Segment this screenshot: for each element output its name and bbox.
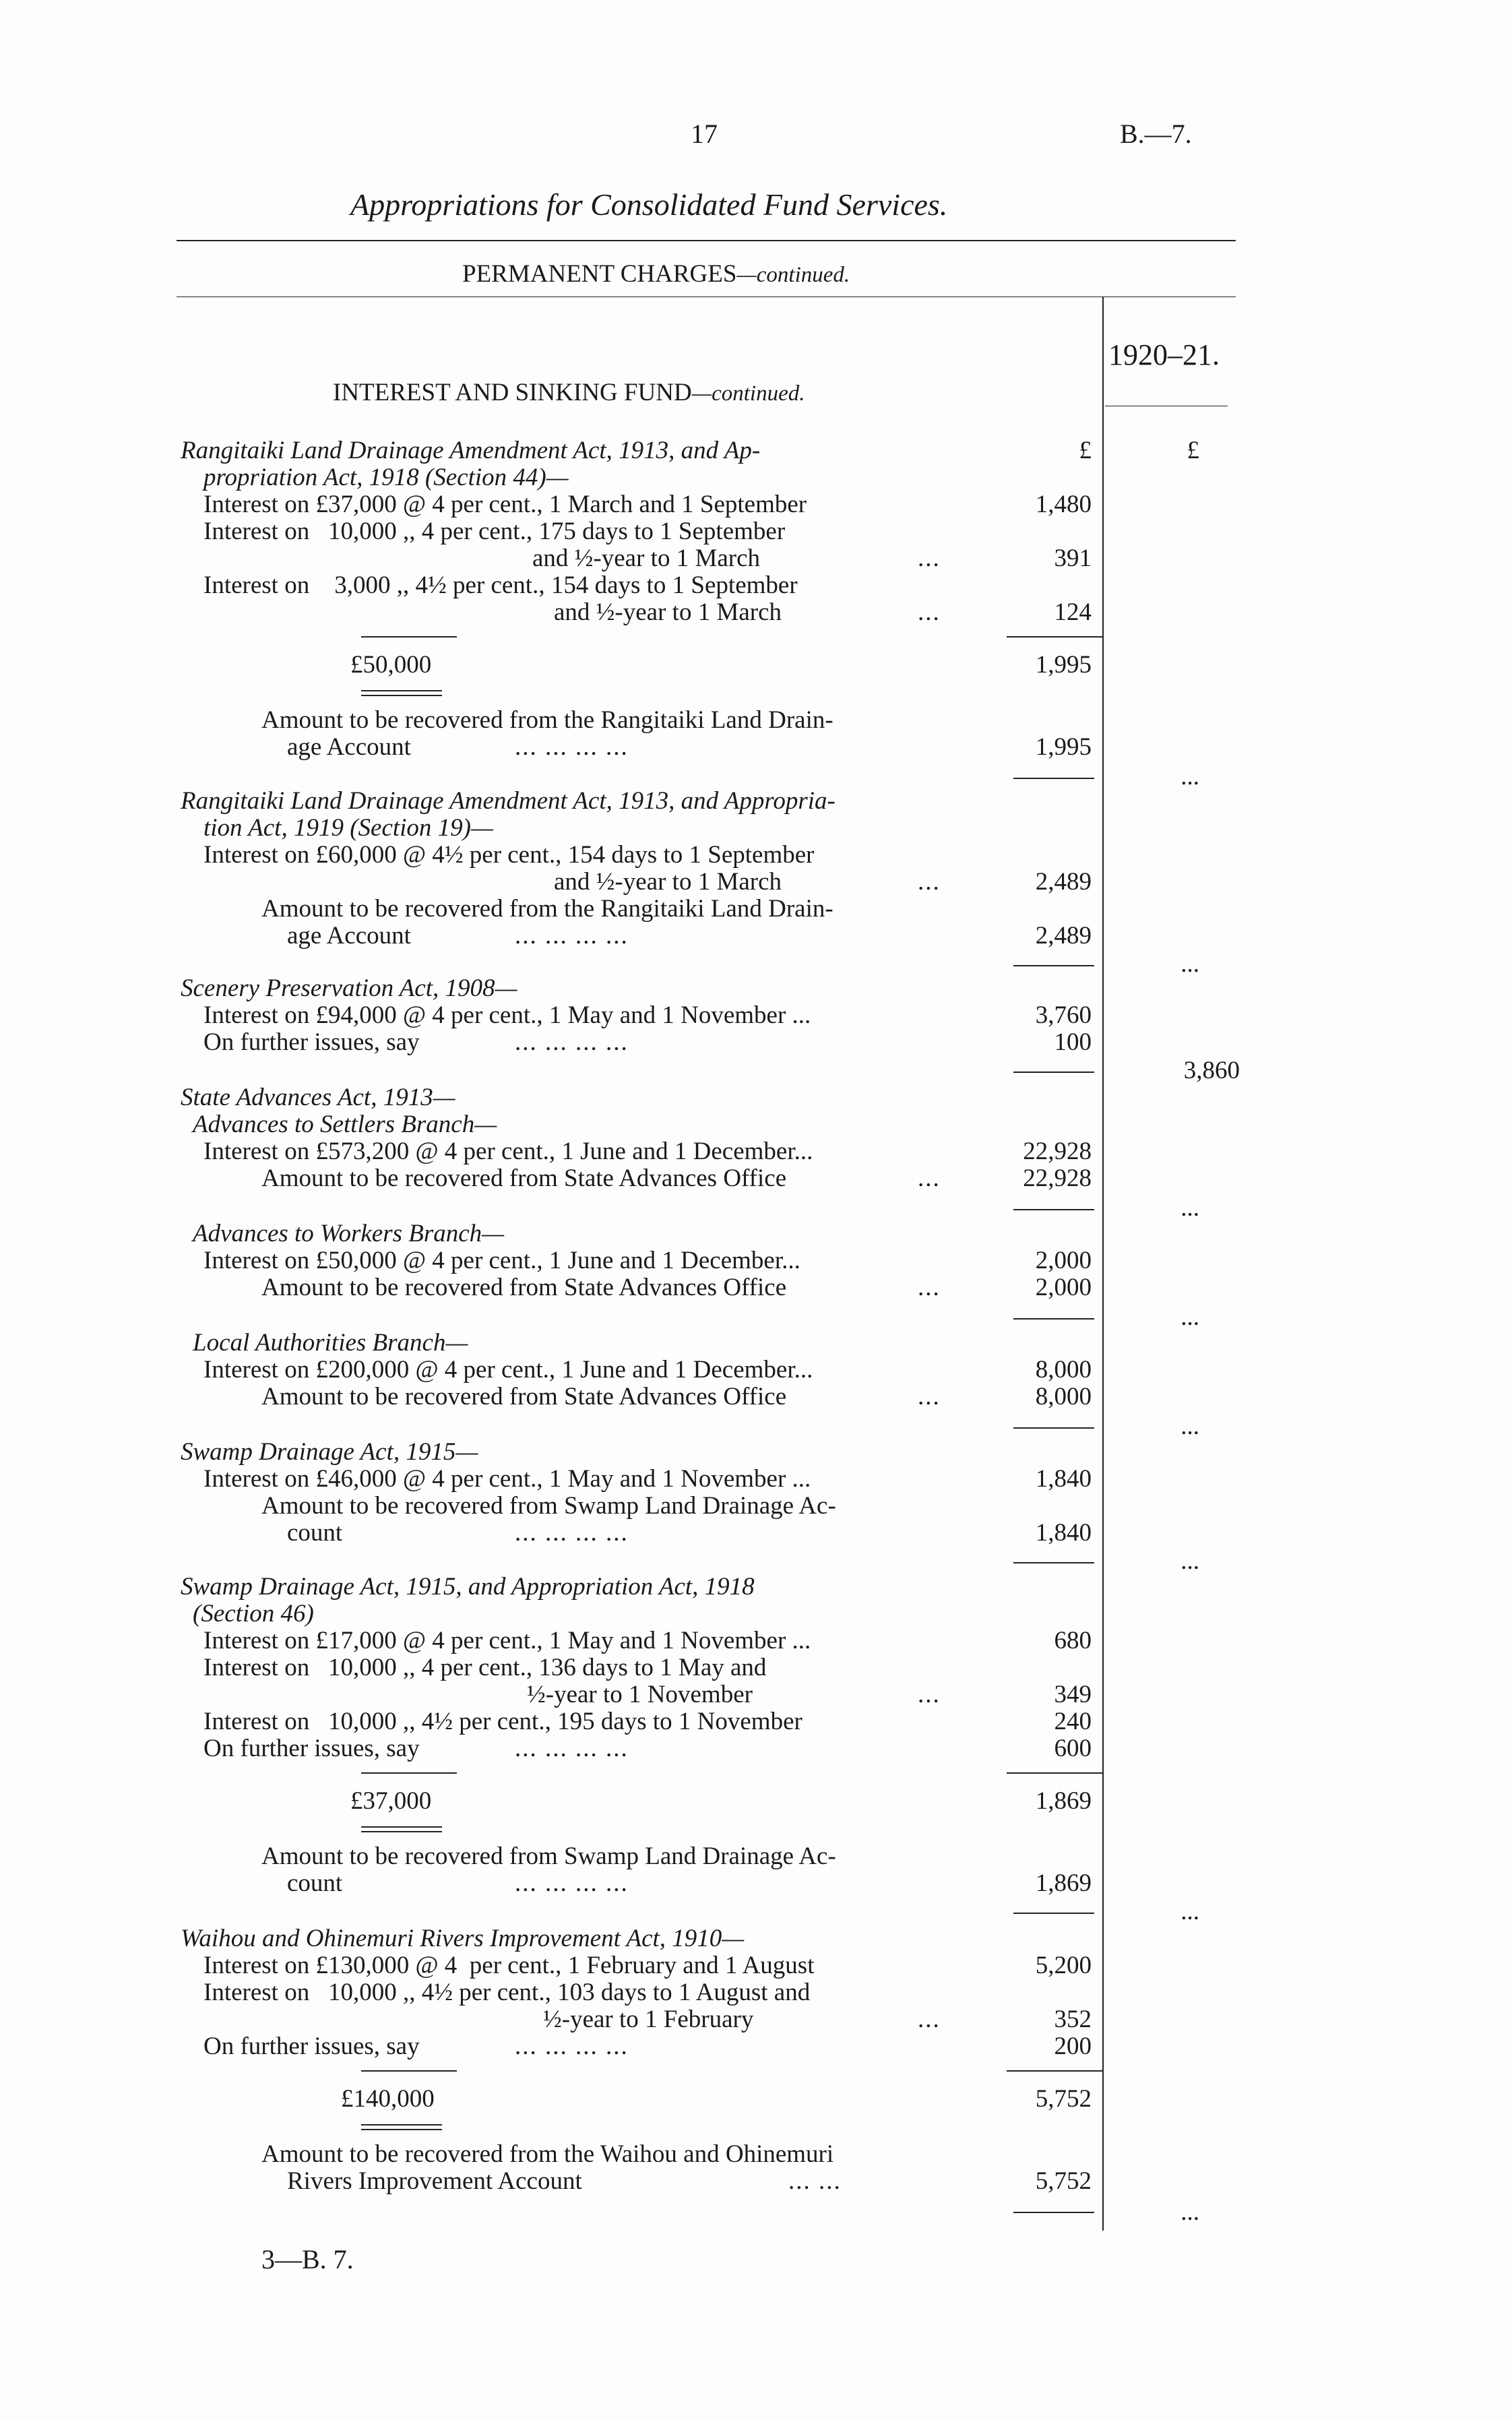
s8-subtotal-rule [361,1772,457,1774]
s2-recovered-value: 2,489 [1035,922,1092,950]
s9-value1: 5,200 [1035,1952,1092,1979]
s8-principal-total: £37,000 [350,1787,432,1815]
s4-end-rule [1013,1209,1094,1210]
s9-row1: Interest on £130,000 @ 4 per cent., 1 February and 1 August [203,1952,815,1979]
s2-col-b: ... [1180,950,1199,978]
s7-row2-cont: count [287,1519,343,1547]
s1-row2-leader: ... [918,545,941,572]
s5-subheading: Advances to Workers Branch— [193,1220,505,1247]
s6-end-rule [1013,1427,1094,1429]
s9-principal-total: £140,000 [341,2085,435,2113]
s5-end-rule [1013,1318,1094,1320]
s2-heading-line2: tion Act, 1919 (Section 19)— [203,814,493,842]
s8-total: 1,869 [1035,1787,1092,1815]
s1-recovered-leader: ... ... ... ... [515,733,629,761]
s1-recovered-value: 1,995 [1035,733,1092,761]
s9-row2: Interest on 10,000 ,, 4½ per cent., 103 days to 1 August and [203,1979,811,2006]
s5-row1: Interest on £50,000 @ 4 per cent., 1 June and 1 December... [203,1247,800,1274]
s8-row2: Interest on 10,000 ,, 4 per cent., 136 days to 1 May and [203,1654,767,1681]
section-heading: INTEREST AND SINKING FUND—continued. [333,379,805,406]
s8-heading-line1: Swamp Drainage Act, 1915, and Appropriation Act, 1918 [181,1573,755,1601]
s7-value2: 1,840 [1035,1519,1092,1547]
s9-value3: 200 [1054,2033,1092,2060]
s6-value2: 8,000 [1035,1383,1092,1410]
s8-row4-leader: ... ... ... ... [515,1735,629,1762]
s8-col-b: ... [1180,1898,1199,1925]
s7-end-rule [1013,1562,1094,1563]
s4-row2-leader: ... [918,1165,941,1192]
s2-recovered-line1: Amount to be recovered from the Rangitaiki Land Drain- [261,895,833,923]
s1-total-rule [1007,636,1102,638]
s1-recovered-line1: Amount to be recovered from the Rangitaiki Land Drain- [261,706,833,734]
s3-value1: 3,760 [1035,1001,1092,1029]
s1-principal-total: £50,000 [350,651,432,679]
s1-row2: Interest on 10,000 ,, 4 per cent., 175 days to 1 September [203,518,786,545]
s9-value2: 352 [1054,2006,1092,2033]
s1-value2: 391 [1054,545,1092,572]
s1-total: 1,995 [1035,651,1092,679]
s9-total-rule [1007,2070,1102,2072]
s8-row4: On further issues, say [203,1735,420,1762]
s3-row2: On further issues, say [203,1028,420,1056]
s1-row3-cont: and ½-year to 1 March [554,598,782,626]
s6-col-b: ... [1180,1413,1199,1440]
s4-heading: State Advances Act, 1913— [181,1084,455,1111]
s1-heading-line2: propriation Act, 1918 (Section 44)— [203,464,569,491]
s6-row2-leader: ... [918,1383,941,1410]
s5-value2: 2,000 [1035,1274,1092,1301]
permanent-charges-heading: PERMANENT CHARGES—continued. [462,260,850,288]
s9-row3-leader: ... ... ... ... [515,2033,629,2060]
s6-value1: 8,000 [1035,1356,1092,1384]
s4-col-b: ... [1180,1194,1199,1222]
s7-value1: 1,840 [1035,1465,1092,1493]
page-number: 17 [691,119,718,149]
s7-heading: Swamp Drainage Act, 1915— [181,1438,478,1466]
s8-row2-leader: ... [918,1681,941,1708]
s1-recovered-line2: age Account [287,733,411,761]
s9-end-rule [1013,2212,1094,2213]
s9-row3: On further issues, say [203,2033,420,2060]
s4-row1: Interest on £573,200 @ 4 per cent., 1 June and 1 December... [203,1138,813,1165]
s8-heading-line2: (Section 46) [193,1600,314,1627]
s3-row2-leader: ... ... ... ... [515,1028,629,1056]
s8-value2: 349 [1054,1681,1092,1708]
s3-row1: Interest on £94,000 @ 4 per cent., 1 May and 1 November ... [203,1001,811,1029]
column-rule-a [1102,297,1104,2231]
s2-row1-leader: ... [918,868,941,896]
s9-col-b: ... [1180,2198,1199,2226]
s9-recovered-line2: Rivers Improvement Account [287,2167,582,2195]
s3-end-rule [1013,1072,1094,1073]
s8-value3: 240 [1054,1708,1092,1735]
s9-recovered-line1: Amount to be recovered from the Waihou and Ohinemuri [261,2140,834,2168]
s9-double-rule-a [361,2124,442,2126]
s2-row1: Interest on £60,000 @ 4½ per cent., 154 days to 1 September [203,841,815,869]
s4-subheading: Advances to Settlers Branch— [193,1111,497,1138]
printer-signature: 3—B. 7. [261,2244,354,2274]
s7-row2: Amount to be recovered from Swamp Land Drainage Ac- [261,1492,836,1520]
s1-col-b: ... [1180,763,1199,790]
year-column-header: 1920–21. [1108,338,1220,371]
s1-subtotal-rule [361,636,457,638]
s5-row2-leader: ... [918,1274,941,1301]
s8-double-rule-b [361,1831,442,1832]
s9-row2-cont: ½-year to 1 February [543,2006,754,2033]
currency-symbol-b: £ [1187,437,1199,464]
s3-col-b: 3,860 [1183,1057,1240,1084]
s9-recovered-value: 5,752 [1035,2167,1092,2195]
s9-double-rule-b [361,2129,442,2130]
s8-recovered-leader: ... ... ... ... [515,1869,629,1897]
s2-end-rule [1013,965,1094,966]
s1-end-rule [1013,778,1094,779]
s9-total: 5,752 [1035,2085,1092,2113]
s8-value1: 680 [1054,1627,1092,1654]
s2-value1: 2,489 [1035,868,1092,896]
s1-heading-line1: Rangitaiki Land Drainage Amendment Act, 1913, and Ap- [181,437,761,464]
rule-top [177,240,1236,241]
s7-row2-leader: ... ... ... ... [515,1519,629,1547]
s4-value2: 22,928 [1023,1165,1092,1192]
s7-col-b: ... [1180,1547,1199,1575]
s1-row3-leader: ... [918,598,941,626]
page-title: Appropriations for Consolidated Fund Services. [350,187,948,222]
s8-end-rule [1013,1913,1094,1914]
s8-total-rule [1007,1772,1102,1774]
s1-row1: Interest on £37,000 @ 4 per cent., 1 March and 1 September [203,491,807,518]
s1-double-rule-b [361,695,442,696]
s6-row1: Interest on £200,000 @ 4 per cent., 1 June and 1 December... [203,1356,813,1384]
s8-recovered-value: 1,869 [1035,1869,1092,1897]
s2-recovered-line2: age Account [287,922,411,950]
s1-row2-cont: and ½-year to 1 March [532,545,761,572]
s5-col-b: ... [1180,1303,1199,1331]
s2-recovered-leader: ... ... ... ... [515,922,629,950]
s5-value1: 2,000 [1035,1247,1092,1274]
s8-recovered-line1: Amount to be recovered from Swamp Land Drainage Ac- [261,1842,836,1870]
s3-heading: Scenery Preservation Act, 1908— [181,974,517,1002]
s1-value1: 1,480 [1035,491,1092,518]
s8-row1: Interest on £17,000 @ 4 per cent., 1 May and 1 November ... [203,1627,811,1654]
s8-row3: Interest on 10,000 ,, 4½ per cent., 195 days to 1 November [203,1708,802,1735]
s6-subheading: Local Authorities Branch— [193,1329,468,1357]
s4-value1: 22,928 [1023,1138,1092,1165]
s9-heading: Waihou and Ohinemuri Rivers Improvement Act, 1910— [181,1925,745,1952]
s7-row1: Interest on £46,000 @ 4 per cent., 1 May and 1 November ... [203,1465,811,1493]
s9-recovered-leader: ... ... [788,2167,842,2195]
s5-row2: Amount to be recovered from State Advances Office [261,1274,787,1301]
s1-row3: Interest on 3,000 ,, 4½ per cent., 154 days to 1 September [203,571,798,599]
s8-row2-cont: ½-year to 1 November [527,1681,753,1708]
s1-value3: 124 [1054,598,1092,626]
currency-symbol-a: £ [1079,437,1092,464]
document-code: B.—7. [1120,119,1192,149]
s8-recovered-line2: count [287,1869,343,1897]
s9-subtotal-rule [361,2070,457,2072]
s8-double-rule-a [361,1826,442,1828]
s2-heading-line1: Rangitaiki Land Drainage Amendment Act, 1913, and Appropria- [181,787,836,815]
s3-value2: 100 [1054,1028,1092,1056]
s1-double-rule-a [361,690,442,691]
s9-row2-leader: ... [918,2006,941,2033]
s8-value4: 600 [1054,1735,1092,1762]
s6-row2: Amount to be recovered from State Advances Office [261,1383,787,1410]
s2-row1-cont: and ½-year to 1 March [554,868,782,896]
s4-row2: Amount to be recovered from State Advances Office [261,1165,787,1192]
